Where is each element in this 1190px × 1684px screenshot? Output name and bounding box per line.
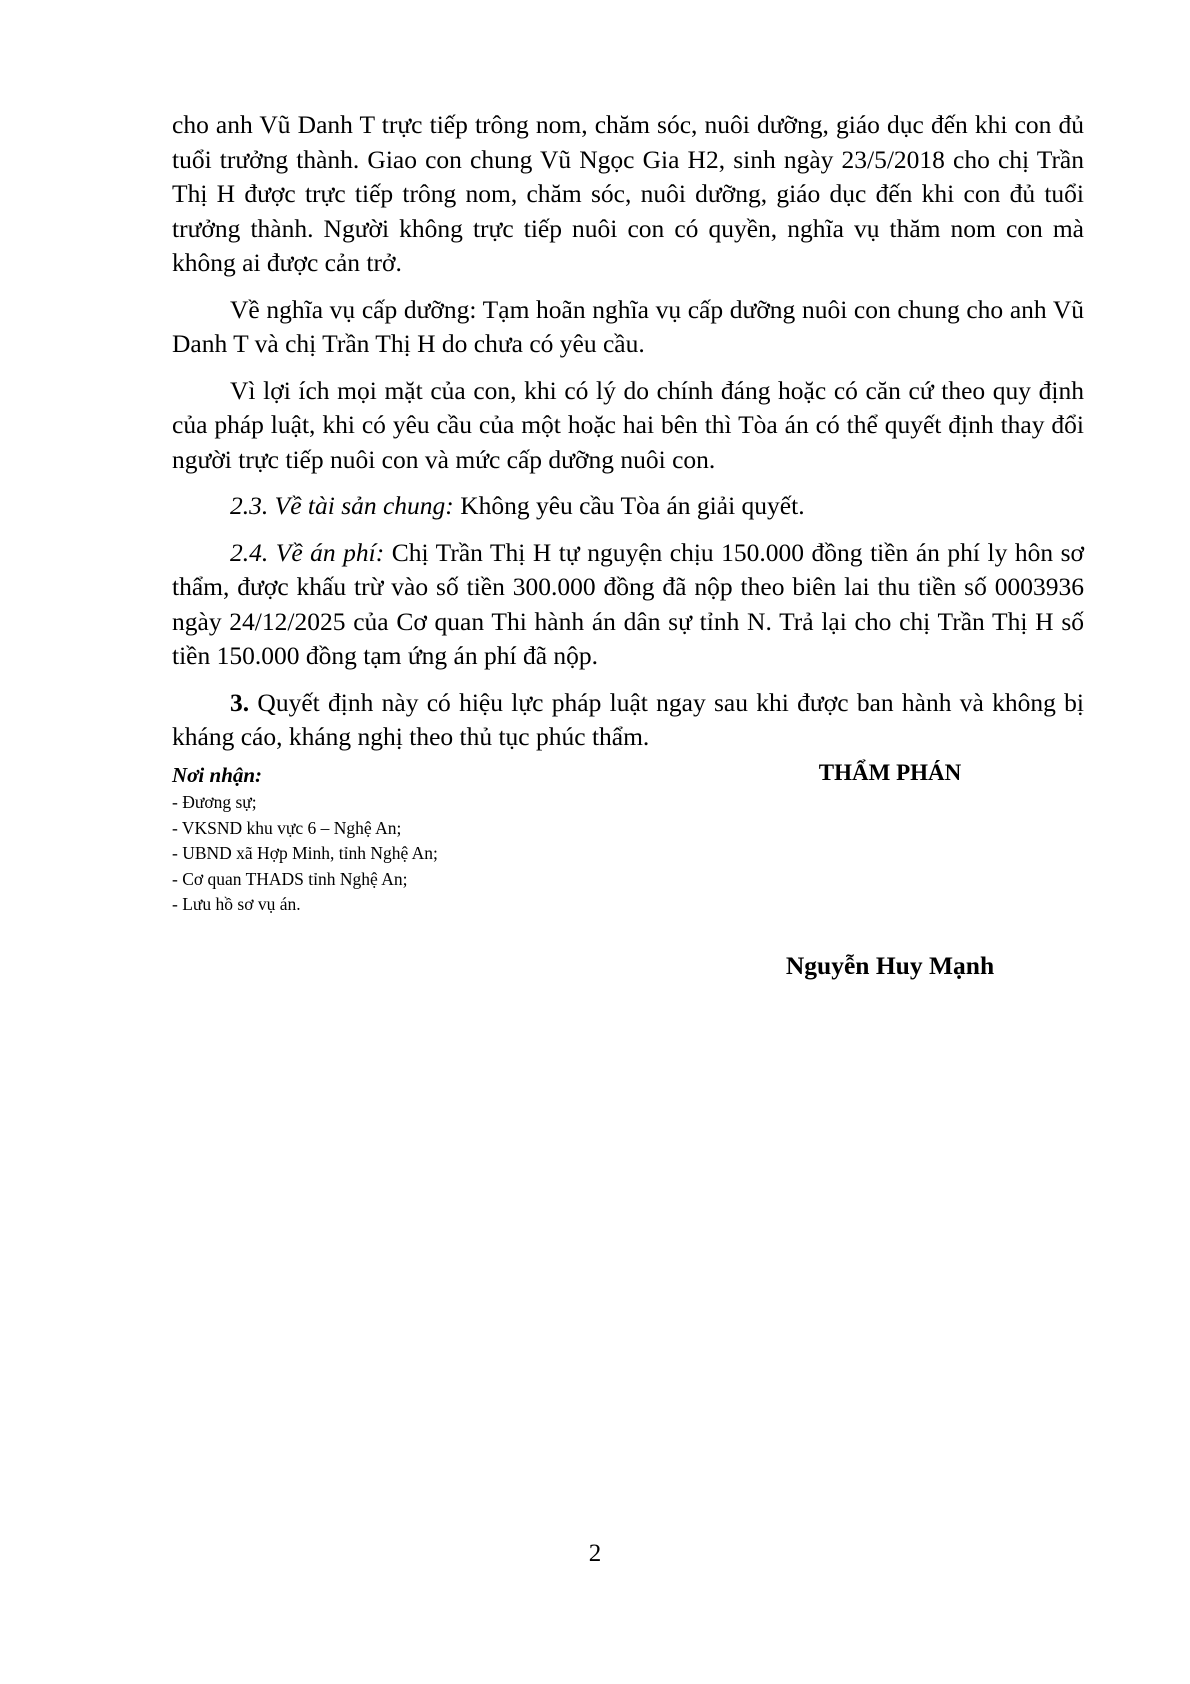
section-text-property: Không yêu cầu Tòa án giải quyết. xyxy=(453,491,805,520)
section-number-effect: 3. xyxy=(230,687,250,717)
paragraph-alimony: Về nghĩa vụ cấp dưỡng: Tạm hoãn nghĩa vụ cấp dưỡng nuôi con chung cho anh Vũ Danh T và chị Trần Thị H do chưa có yêu cầu. xyxy=(172,294,1084,358)
paragraph-child-interest: Vì lợi ích mọi mặt của con, khi có lý do chính đáng hoặc có căn cứ theo quy định của pháp luật, khi có yêu cầu của một hoặc hai bên thì Tòa án có thể quyết định thay đổi người trực tiếp nuôi con và mức cấp dưỡng nuôi con. xyxy=(172,375,1084,474)
recipient-item: - Đương sự; xyxy=(172,792,257,812)
page-number: 2 xyxy=(588,1540,602,1567)
paragraph-effect xyxy=(172,686,1084,755)
paragraph-court-fee xyxy=(172,536,1084,674)
section-label-property: 2.3. Về tài sản chung: xyxy=(230,491,454,520)
judge-name: Nguyễn Huy Mạnh xyxy=(785,951,995,980)
recipient-item: - Cơ quan THADS tỉnh Nghệ An; xyxy=(172,868,408,889)
recipient-item: - UBND xã Hợp Minh, tỉnh Nghệ An; xyxy=(172,843,438,863)
recipient-item: - VKSND khu vực 6 – Nghệ An; xyxy=(172,817,402,838)
recipients-list xyxy=(172,790,612,918)
decision-body xyxy=(172,108,1084,767)
paragraph-common-property xyxy=(172,489,1084,524)
judge-title: THẨM PHÁN xyxy=(818,760,962,785)
paragraph-custody: cho anh Vũ Danh T trực tiếp trông nom, chăm sóc, nuôi dưỡng, giáo dục đến khi con đủ tuổi trưởng thành. Giao con chung Vũ Ngọc Gia H2, sinh ngày 23/5/2018 cho chị Trần Thị H được trực tiếp trông nom, chăm sóc, nuôi dưỡng, giáo dục đến khi con đủ tuổi trưởng thành. Người không trực tiếp nuôi con có quyền, nghĩa vụ thăm nom con mà không ai được cản trở. xyxy=(172,110,1084,277)
recipients-title: Nơi nhận: xyxy=(172,763,263,787)
recipients-block xyxy=(172,760,612,918)
section-text-effect: Quyết định này có hiệu lực pháp luật ngay sau khi được ban hành và không bị kháng cáo, kháng nghị theo thủ tục phúc thẩm. xyxy=(172,687,1084,751)
section-label-fee: 2.4. Về án phí: xyxy=(230,537,385,567)
recipient-item: - Lưu hồ sơ vụ án. xyxy=(172,894,301,914)
section-text-fee: Chị Trần Thị H tự nguyện chịu 150.000 đồng tiền án phí ly hôn sơ thẩm, được khấu trừ vào số tiền 300.000 đồng đã nộp theo biên lai thu tiền số 0003936 ngày 24/12/2025 của Cơ quan Thi hành án dân sự tỉnh N. Trả lại cho chị Trần Thị H số tiền 150.000 đồng tạm ứng án phí đã nộp. xyxy=(172,537,1084,670)
